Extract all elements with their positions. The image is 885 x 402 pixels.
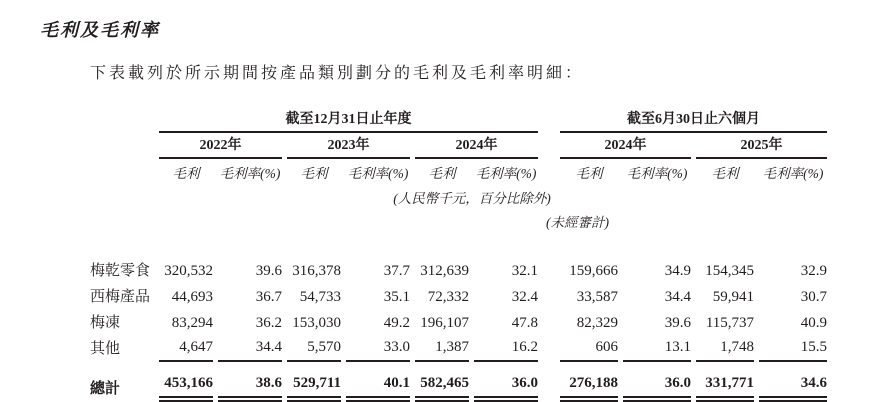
intro-text: 下表載列於所示期間按產品類別劃分的毛利及毛利率明細： — [90, 65, 585, 82]
group-gap — [543, 336, 555, 362]
empty-cell — [90, 159, 154, 187]
group-gap — [543, 258, 555, 284]
cell-gross-profit: 154,345 — [705, 263, 755, 279]
subheader-gross-profit: 毛利 — [300, 166, 328, 181]
empty-cell — [159, 211, 538, 235]
year-header-2022: 2022年 — [159, 133, 282, 159]
cell-margin: 40.9 — [800, 315, 828, 331]
cell-gross-profit: 1,748 — [696, 336, 754, 362]
group-gap — [543, 284, 555, 310]
cell-gross-profit: 159,666 — [569, 263, 619, 279]
cell-gross-profit: 82,329 — [576, 315, 619, 331]
empty-cell — [90, 108, 154, 133]
cell-gross-profit: 5,570 — [287, 336, 341, 362]
cell-margin: 47.8 — [511, 315, 539, 331]
total-gross-profit: 453,166 — [159, 374, 213, 402]
group-gap — [543, 108, 555, 133]
cell-margin: 39.6 — [255, 263, 282, 279]
period-group-annual: 截至12月31日止年度 — [159, 108, 538, 133]
cell-margin: 36.2 — [255, 315, 282, 331]
spacer-row — [90, 362, 827, 374]
table-row-plum-jelly — [90, 310, 827, 336]
cell-gross-profit: 153,030 — [292, 315, 341, 331]
table-row-total — [90, 374, 827, 402]
total-gross-profit: 276,188 — [560, 374, 618, 402]
cell-gross-profit: 54,733 — [299, 289, 341, 305]
table-row-prune-products — [90, 284, 827, 310]
year-header-2025: 2025年 — [696, 133, 827, 159]
cell-margin: 15.5 — [759, 336, 827, 362]
table-row-unaudited-note — [90, 211, 827, 235]
group-gap — [543, 374, 555, 402]
row-label: 其他 — [90, 341, 121, 357]
total-margin: 38.6 — [218, 374, 282, 402]
cell-margin: 34.4 — [218, 336, 282, 362]
cell-gross-profit: 115,737 — [705, 315, 755, 331]
subheader-margin: 毛利率(%) — [219, 166, 281, 181]
group-gap — [543, 159, 555, 187]
cell-margin: 35.1 — [383, 289, 410, 305]
cell-gross-profit: 72,332 — [427, 289, 469, 305]
subheader-gross-profit: 毛利 — [575, 166, 603, 181]
cell-margin: 30.7 — [800, 289, 828, 305]
group-gap — [543, 133, 555, 159]
currency-note: (人民幣千元，百分比除外) — [393, 191, 551, 206]
cell-margin: 13.1 — [623, 336, 691, 362]
row-label: 梅凍 — [90, 315, 121, 331]
subheader-gross-profit: 毛利 — [711, 166, 739, 181]
year-header-2024: 2024年 — [415, 133, 538, 159]
cell-margin: 34.4 — [664, 289, 692, 305]
cell-gross-profit: 33,587 — [576, 289, 619, 305]
cell-gross-profit: 606 — [560, 336, 618, 362]
empty-cell — [90, 362, 827, 374]
total-label: 總計 — [90, 381, 121, 397]
spacer-row — [90, 235, 827, 258]
cell-gross-profit: 83,294 — [171, 315, 213, 331]
empty-cell — [696, 211, 827, 235]
subheader-gross-profit: 毛利 — [428, 166, 456, 181]
cell-gross-profit: 312,639 — [420, 263, 469, 279]
total-margin: 34.6 — [759, 374, 827, 402]
cell-gross-profit: 4,647 — [159, 336, 213, 362]
cell-gross-profit: 44,693 — [171, 289, 213, 305]
total-margin: 36.0 — [474, 374, 538, 402]
subheader-margin: 毛利率(%) — [626, 166, 688, 181]
year-header-2024-interim: 2024年 — [560, 133, 691, 159]
group-gap — [543, 310, 555, 336]
cell-gross-profit: 1,387 — [415, 336, 469, 362]
total-gross-profit: 331,771 — [696, 374, 754, 402]
subheader-margin: 毛利率(%) — [347, 166, 409, 181]
cell-gross-profit: 320,532 — [164, 263, 213, 279]
table-row-years — [90, 133, 827, 159]
empty-cell — [90, 235, 827, 258]
cell-margin: 32.9 — [800, 263, 828, 279]
cell-gross-profit: 59,941 — [712, 289, 755, 305]
year-header-2023: 2023年 — [287, 133, 410, 159]
table-row-period-groups — [90, 108, 827, 133]
empty-cell — [90, 133, 154, 159]
total-margin: 40.1 — [346, 374, 410, 402]
table-row-subheaders — [90, 159, 827, 187]
cell-gross-profit: 316,378 — [292, 263, 341, 279]
row-label: 梅乾零食 — [90, 263, 151, 279]
cell-margin: 33.0 — [346, 336, 410, 362]
cell-margin: 39.6 — [664, 315, 692, 331]
subheader-margin: 毛利率(%) — [762, 166, 824, 181]
cell-margin: 49.2 — [383, 315, 410, 331]
subheader-gross-profit: 毛利 — [172, 166, 200, 181]
cell-margin: 36.7 — [255, 289, 282, 305]
row-label: 西梅產品 — [90, 289, 151, 305]
cell-margin: 32.1 — [511, 263, 539, 279]
total-gross-profit: 582,465 — [415, 374, 469, 402]
table-row-dried-plum-snacks — [90, 258, 827, 284]
empty-cell — [90, 211, 154, 235]
total-margin: 36.0 — [623, 374, 691, 402]
subheader-margin: 毛利率(%) — [475, 166, 537, 181]
cell-margin: 37.7 — [383, 263, 410, 279]
page-title: 毛利及毛利率 — [40, 20, 160, 40]
gross-profit-table — [85, 108, 832, 402]
unaudited-note: (未經審計) — [546, 215, 610, 230]
cell-margin: 16.2 — [474, 336, 538, 362]
cell-margin: 34.9 — [664, 263, 692, 279]
table-row-others — [90, 336, 827, 362]
table-row-currency-note — [90, 187, 827, 211]
cell-gross-profit: 196,107 — [420, 315, 469, 331]
cell-margin: 32.4 — [511, 289, 539, 305]
period-group-interim: 截至6月30日止六個月 — [560, 108, 827, 133]
total-gross-profit: 529,711 — [287, 374, 341, 402]
